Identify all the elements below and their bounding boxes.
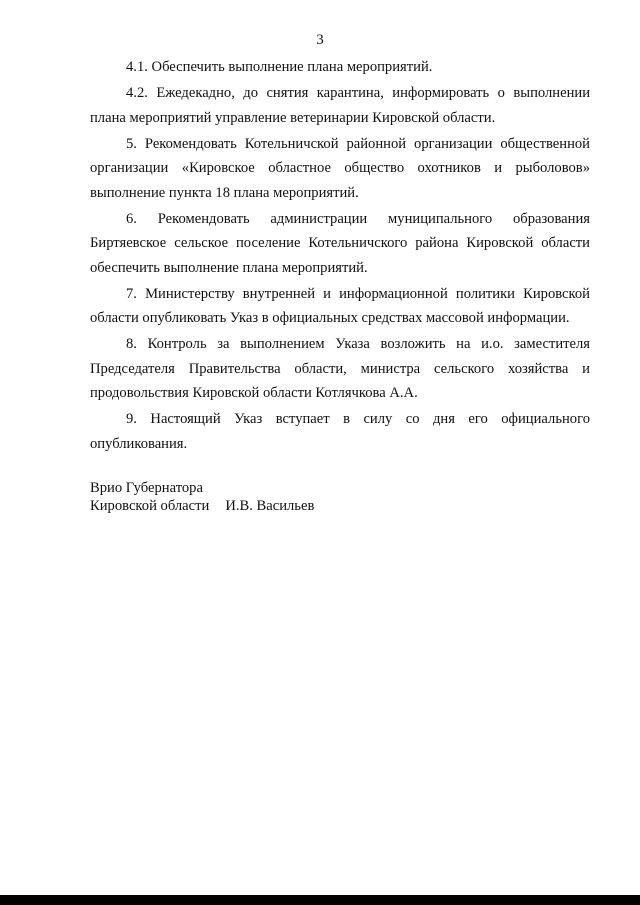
paragraph-9: 9. Настоящий Указ вступает в силу со дня его официального опубликования. [90,411,590,452]
signatory-title-line2: Кировской области [90,498,210,514]
signatory-name: И.В. Васильев [225,498,315,514]
paragraph-6: 6. Рекомендовать администрации муниципального образования Биртяевское сельское поселение Котельничского района Кировской области обеспечить выполнение плана мероприятий. [90,210,590,276]
paragraph-8: 8. Контроль за выполнением Указа возложить на и.о. заместителя Председателя Правительства области, министра сельского хозяйства и продовольствия Кировской области Котлячкова А.А. [90,336,590,401]
paragraph-5: 5. Рекомендовать Котельничской районной организации общественной организации «Кировское областное общество охотников и рыболовов» выполнение пункта 18 плана мероприятий. [90,135,590,201]
scan-edge-bar [0,895,640,905]
signature-block [90,479,314,515]
signatory-title-line1: Врио Губернатора [90,480,203,496]
paragraph-4-1: 4.1. Обеспечить выполнение плана мероприятий. [126,59,433,75]
signatory-title-line2-row [90,497,314,515]
paragraph-4-2: 4.2. Ежедекадно, до снятия карантина, информировать о выполнении плана мероприятий управление ветеринарии Кировской области. [90,85,590,126]
document-body [90,55,590,458]
paragraph-7: 7. Министерству внутренней и информационной политики Кировской области опубликовать Указ в официальных средствах массовой информации. [90,285,590,326]
page-number: 3 [316,32,324,48]
